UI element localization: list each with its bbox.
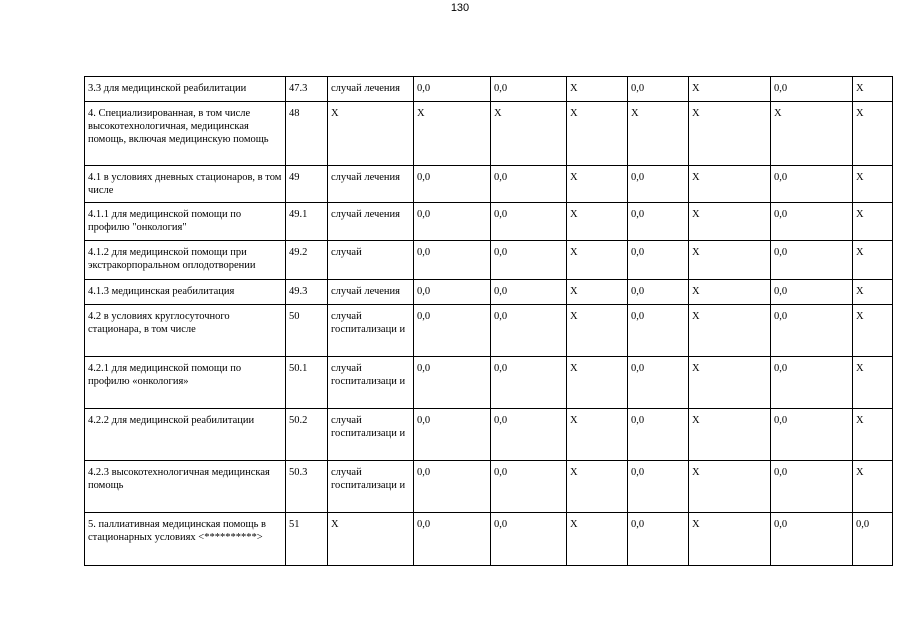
row-value-cell: 0,0 <box>491 241 567 280</box>
row-value-cell: X <box>628 102 689 166</box>
row-code-cell: 50.1 <box>286 357 328 409</box>
row-value-cell: 0,0 <box>414 461 491 513</box>
data-table <box>84 76 893 566</box>
row-value-cell: 0,0 <box>414 513 491 566</box>
row-name-cell: 4.2.3 высокотехнологичная медицинская помощь <box>85 461 286 513</box>
row-value-cell: X <box>689 305 771 357</box>
row-code-cell: 47.3 <box>286 77 328 102</box>
row-value-cell: X <box>567 203 628 241</box>
row-unit-cell: случай госпитализаци и <box>328 305 414 357</box>
row-value-cell: 0,0 <box>771 305 853 357</box>
row-value-cell: X <box>567 305 628 357</box>
row-value-cell: X <box>689 461 771 513</box>
row-value-cell: 0,0 <box>771 166 853 203</box>
row-value-cell: X <box>853 357 893 409</box>
row-name-cell: 5. паллиативная медицинская помощь в стационарных условиях <**********> <box>85 513 286 566</box>
row-value-cell: 0,0 <box>491 513 567 566</box>
row-value-cell: X <box>689 166 771 203</box>
row-value-cell: X <box>853 166 893 203</box>
row-name-cell: 4. Специализированная, в том числе высокотехнологичная, медицинская помощь, включая медицинскую помощь <box>85 102 286 166</box>
row-value-cell: 0,0 <box>414 357 491 409</box>
row-unit-cell: X <box>328 513 414 566</box>
row-code-cell: 48 <box>286 102 328 166</box>
row-value-cell: 0,0 <box>771 241 853 280</box>
row-value-cell: X <box>853 409 893 461</box>
row-name-cell: 4.1.1 для медицинской помощи по профилю "онкология" <box>85 203 286 241</box>
row-value-cell: 0,0 <box>491 409 567 461</box>
row-value-cell: X <box>689 203 771 241</box>
row-code-cell: 49.2 <box>286 241 328 280</box>
row-value-cell: X <box>853 77 893 102</box>
row-value-cell: X <box>567 102 628 166</box>
row-value-cell: 0,0 <box>414 77 491 102</box>
row-value-cell: X <box>689 241 771 280</box>
row-name-cell: 4.2.1 для медицинской помощи по профилю «онкология» <box>85 357 286 409</box>
row-name-cell: 4.2 в условиях круглосуточного стационара, в том числе <box>85 305 286 357</box>
row-value-cell: 0,0 <box>771 203 853 241</box>
row-value-cell: 0,0 <box>491 305 567 357</box>
row-value-cell: 0,0 <box>414 203 491 241</box>
row-value-cell: 0,0 <box>414 241 491 280</box>
row-value-cell: X <box>567 77 628 102</box>
row-value-cell: X <box>689 513 771 566</box>
row-value-cell: 0,0 <box>771 513 853 566</box>
table-row <box>85 77 893 102</box>
row-value-cell: X <box>771 102 853 166</box>
row-value-cell: X <box>689 357 771 409</box>
row-value-cell: 0,0 <box>491 461 567 513</box>
row-value-cell: 0,0 <box>491 203 567 241</box>
row-unit-cell: случай <box>328 241 414 280</box>
row-value-cell: X <box>567 409 628 461</box>
row-value-cell: 0,0 <box>628 280 689 305</box>
row-value-cell: 0,0 <box>414 409 491 461</box>
table-row <box>85 203 893 241</box>
row-value-cell: 0,0 <box>628 166 689 203</box>
row-value-cell: X <box>853 461 893 513</box>
row-value-cell: 0,0 <box>491 77 567 102</box>
row-value-cell: 0,0 <box>628 409 689 461</box>
row-unit-cell: случай лечения <box>328 203 414 241</box>
row-unit-cell: случай госпитализаци и <box>328 357 414 409</box>
row-value-cell: 0,0 <box>414 166 491 203</box>
row-name-cell: 3.3 для медицинской реабилитации <box>85 77 286 102</box>
row-value-cell: 0,0 <box>628 513 689 566</box>
row-code-cell: 49 <box>286 166 328 203</box>
table-row <box>85 461 893 513</box>
row-code-cell: 50.3 <box>286 461 328 513</box>
row-value-cell: 0,0 <box>771 280 853 305</box>
row-value-cell: 0,0 <box>853 513 893 566</box>
row-value-cell: X <box>689 102 771 166</box>
row-code-cell: 50.2 <box>286 409 328 461</box>
row-value-cell: X <box>414 102 491 166</box>
row-name-cell: 4.1 в условиях дневных стационаров, в том числе <box>85 166 286 203</box>
row-value-cell: 0,0 <box>628 357 689 409</box>
row-unit-cell: случай лечения <box>328 166 414 203</box>
row-value-cell: 0,0 <box>491 280 567 305</box>
row-value-cell: 0,0 <box>771 77 853 102</box>
table-row <box>85 305 893 357</box>
row-value-cell: X <box>853 241 893 280</box>
row-value-cell: X <box>491 102 567 166</box>
row-value-cell: 0,0 <box>414 280 491 305</box>
row-value-cell: 0,0 <box>771 461 853 513</box>
row-code-cell: 49.1 <box>286 203 328 241</box>
row-value-cell: 0,0 <box>628 241 689 280</box>
row-value-cell: X <box>853 102 893 166</box>
row-code-cell: 49.3 <box>286 280 328 305</box>
row-name-cell: 4.2.2 для медицинской реабилитации <box>85 409 286 461</box>
row-value-cell: 0,0 <box>628 461 689 513</box>
table-row <box>85 280 893 305</box>
row-value-cell: X <box>567 166 628 203</box>
table-row <box>85 513 893 566</box>
row-value-cell: 0,0 <box>771 409 853 461</box>
table-row <box>85 409 893 461</box>
row-name-cell: 4.1.2 для медицинской помощи при экстракорпоральном оплодотворении <box>85 241 286 280</box>
row-value-cell: 0,0 <box>491 166 567 203</box>
row-unit-cell: случай госпитализаци и <box>328 409 414 461</box>
row-value-cell: 0,0 <box>628 203 689 241</box>
row-value-cell: 0,0 <box>771 357 853 409</box>
row-value-cell: X <box>567 461 628 513</box>
row-name-cell: 4.1.3 медицинская реабилитация <box>85 280 286 305</box>
row-unit-cell: случай лечения <box>328 280 414 305</box>
table-row <box>85 357 893 409</box>
row-value-cell: 0,0 <box>628 77 689 102</box>
row-unit-cell: X <box>328 102 414 166</box>
row-value-cell: X <box>853 305 893 357</box>
row-value-cell: 0,0 <box>491 357 567 409</box>
row-value-cell: X <box>689 77 771 102</box>
page-number: 130 <box>450 2 470 14</box>
row-value-cell: 0,0 <box>628 305 689 357</box>
row-code-cell: 51 <box>286 513 328 566</box>
row-value-cell: X <box>689 409 771 461</box>
row-value-cell: X <box>853 280 893 305</box>
row-value-cell: X <box>567 513 628 566</box>
table-row <box>85 102 893 166</box>
table-row <box>85 241 893 280</box>
row-unit-cell: случай лечения <box>328 77 414 102</box>
row-value-cell: 0,0 <box>414 305 491 357</box>
row-value-cell: X <box>567 357 628 409</box>
row-value-cell: X <box>689 280 771 305</box>
row-value-cell: X <box>567 241 628 280</box>
row-code-cell: 50 <box>286 305 328 357</box>
row-value-cell: X <box>567 280 628 305</box>
row-unit-cell: случай госпитализаци и <box>328 461 414 513</box>
table-body <box>85 77 893 566</box>
row-value-cell: X <box>853 203 893 241</box>
table-row <box>85 166 893 203</box>
